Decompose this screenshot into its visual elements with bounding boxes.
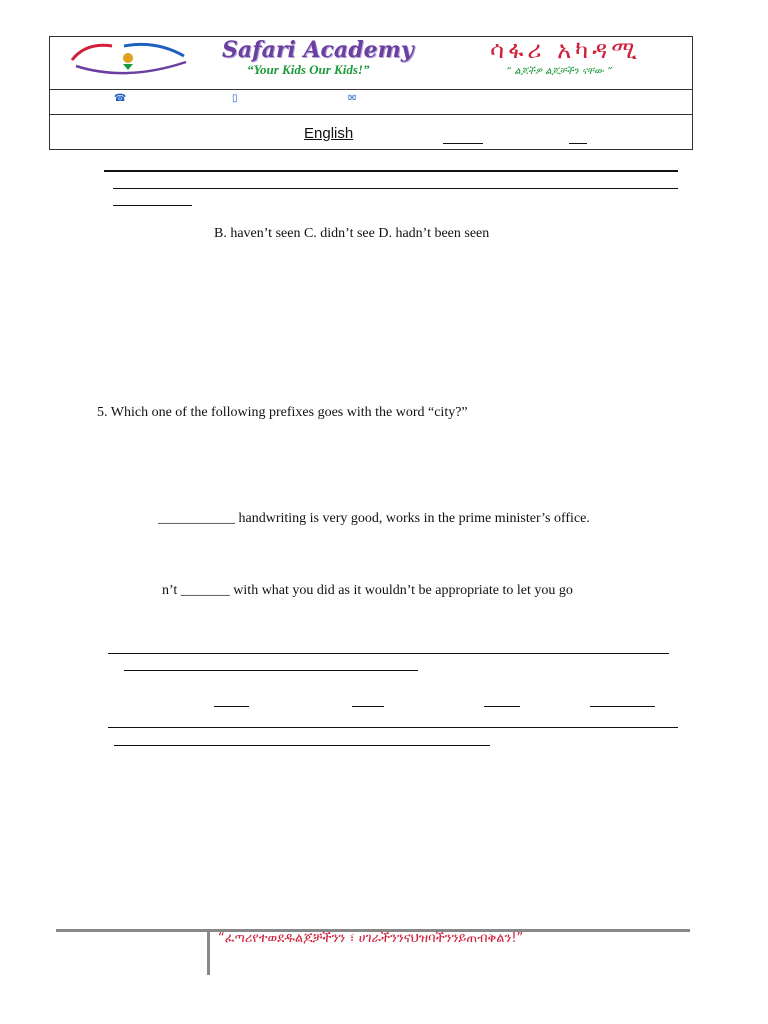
answer-blank — [352, 706, 384, 707]
grade-blank — [443, 143, 483, 144]
answer-line — [124, 670, 418, 671]
fill-sentence-b: n’t _______ with what you did as it wouldn’t be appropriate to let you go — [162, 583, 573, 598]
school-name-en: Safari Academy — [222, 37, 414, 63]
email-icon: ✉ — [348, 93, 357, 104]
rule — [104, 170, 678, 172]
school-motto-en: “Your Kids Our Kids!” — [247, 62, 370, 77]
answer-line — [114, 745, 490, 746]
header-divider — [50, 114, 692, 115]
answer-line — [113, 188, 678, 189]
mobile-icon: ▯ — [232, 93, 238, 104]
header-divider — [50, 89, 692, 90]
answer-line — [113, 205, 192, 206]
answer-blank — [590, 706, 655, 707]
answer-line — [108, 653, 669, 654]
question-4-options: B. haven’t seen C. didn’t see D. hadn’t been seen — [214, 226, 490, 241]
fill-sentence-a: ___________ handwriting is very good, works in the prime minister’s office. — [158, 511, 590, 526]
footer-slogan: “ፈጣሪየተወደዱልጆቻችንን ፣ ሀገራችንንናህዝባችንንይጠብቅልን!” — [218, 931, 524, 946]
subject-title: English — [304, 125, 354, 142]
answer-blank — [214, 706, 249, 707]
phone-icon: ☎ — [114, 93, 127, 104]
school-name-am: ሳፋሪ አካዳሚ — [490, 36, 641, 64]
section-blank — [569, 143, 587, 144]
answer-line — [108, 727, 678, 728]
school-motto-am: “ ልጆችዎ ልጆቻችን ናቸው ” — [506, 66, 612, 77]
footer-divider — [207, 929, 210, 975]
answer-blank — [484, 706, 520, 707]
question-5: 5. Which one of the following prefixes goes with the word “city?” — [97, 405, 468, 420]
school-logo — [66, 38, 194, 80]
